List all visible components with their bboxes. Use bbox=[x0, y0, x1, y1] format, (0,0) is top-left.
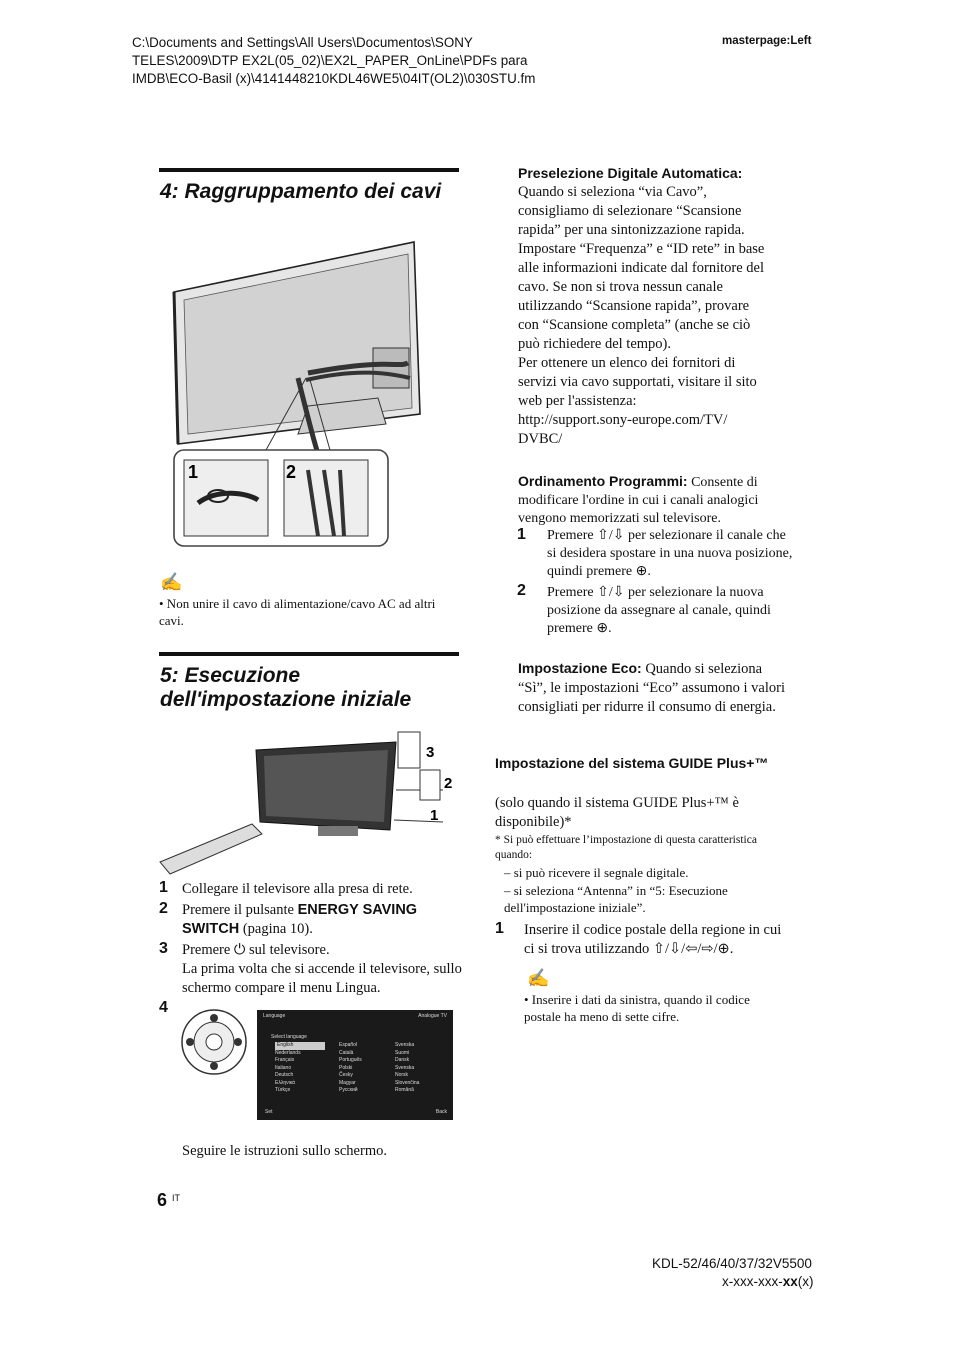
path-line-3: IMDB\ECO-Basil (x)\4141448210KDL46WE5\04IT(OL2)\030STU.fm bbox=[132, 71, 536, 86]
auto-digital-preset-heading: Preselezione Digitale Automatica: bbox=[518, 165, 743, 181]
guide-plus-heading: Impostazione del sistema GUIDE Plus+™ bbox=[495, 755, 769, 771]
lang-option[interactable]: Deutsch bbox=[275, 1072, 294, 1078]
lang-option[interactable]: Svenska bbox=[395, 1064, 415, 1071]
guide-step-1-number: 1 bbox=[495, 920, 504, 937]
lang-option[interactable]: Русский bbox=[339, 1087, 358, 1093]
remote-navigation-pad bbox=[180, 1008, 248, 1076]
file-path-header bbox=[132, 34, 602, 88]
eco-settings-block: Impostazione Eco: Quando si seleziona “Sì”, le impostazioni “Eco” assumono i valori consigliati per ridurre il consumo di energia. bbox=[518, 660, 785, 715]
section5-title-line1: 5: Esecuzione bbox=[160, 664, 301, 687]
page-language: IT bbox=[172, 1193, 180, 1203]
lang-option[interactable]: Norsk bbox=[395, 1072, 409, 1078]
path-line-2: TELES\2009\DTP EX2L(05_02)\EX2L_PAPER_OnLine\PDFs para bbox=[132, 53, 528, 68]
model-number: KDL-52/46/40/37/32V5500 bbox=[652, 1256, 812, 1271]
menu-footer-set: Set bbox=[265, 1108, 273, 1115]
tv-connection-illustration bbox=[158, 730, 458, 876]
section4-rule bbox=[159, 168, 459, 172]
callout-2-label: 2 bbox=[286, 462, 297, 482]
section5-title-line2: dell'impostazione iniziale bbox=[160, 688, 412, 711]
guide-plus-note: • Inserire i dati da sinistra, quando il codice postale ha meno di sette cifre. bbox=[524, 992, 750, 1024]
guide-plus-condition-1: – si può ricevere il segnale digitale. bbox=[504, 865, 689, 880]
menu-column-1 bbox=[275, 1042, 325, 1095]
step-3-number: 3 bbox=[159, 940, 168, 957]
sort-step-1-number: 1 bbox=[517, 526, 526, 543]
sort-step-1-text: Premere ⇧/⇩ per selezionare il canale che si desidera spostare in una nuova posizione, quindi premere ⊕. bbox=[547, 528, 793, 579]
section4-title: 4: Raggruppamento dei cavi bbox=[160, 180, 442, 203]
menu-footer-back: Back bbox=[435, 1108, 447, 1115]
step-1-text: Collegare il televisore alla presa di rete. bbox=[182, 881, 413, 897]
path-line-1: C:\Documents and Settings\All Users\Documentos\SONY bbox=[132, 35, 473, 50]
menu-column-2 bbox=[339, 1042, 389, 1095]
guide-plus-availability: (solo quando il sistema GUIDE Plus+™ è disponibile)* bbox=[495, 795, 739, 830]
document-code: x-xxx-xxx-xx(x) bbox=[722, 1274, 814, 1289]
step-4-number: 4 bbox=[159, 999, 168, 1016]
menu-right-title: Analogue TV bbox=[418, 1013, 447, 1019]
step-4-follow-text: Seguire le istruzioni sullo schermo. bbox=[182, 1143, 387, 1159]
callout-1-label: 1 bbox=[188, 462, 199, 482]
energy-saving-switch-label: ENERGY SAVING SWITCH bbox=[182, 902, 418, 937]
note-pencil-icon: ✍ bbox=[160, 572, 183, 592]
lang-option[interactable]: Català bbox=[339, 1049, 354, 1056]
sort-step-2-number: 2 bbox=[517, 582, 526, 599]
lang-option[interactable]: English bbox=[275, 1042, 325, 1050]
auto-digital-preset-block: Preselezione Digitale Automatica: Quando si seleziona “via Cavo”, consigliamo di selezionare “Scansione rapida” per una sintonizzazione rapida. Impostare “Frequenza” e “ID rete” in base alle informazioni indicate dal fornitore del cavo. Se non si trova nessun canale utilizzando “Scansione rapida”, provare con “Scansione completa” (anche se ciò può richiedere del tempo). Per ottenere un elenco dei fornitori di servizi via cavo supportati, visitare il sito web per l'assistenza: http://support.sony-europe.com/TV/ DVBC/ bbox=[518, 164, 800, 449]
section4-note: • Non unire il cavo di alimentazione/cavo AC ad altri cavi. bbox=[159, 596, 436, 628]
guide-plus-condition-2: – si seleziona “Antenna” in “5: Esecuzione dell'impostazione iniziale”. bbox=[504, 883, 728, 915]
eco-settings-heading: Impostazione Eco: bbox=[518, 660, 642, 676]
lang-option[interactable]: Italiano bbox=[275, 1064, 292, 1071]
language-menu-screen bbox=[257, 1010, 453, 1120]
lang-option[interactable]: Slovenčina bbox=[395, 1079, 420, 1086]
step-3-detail: La prima volta che si accende il televisore, sullo schermo compare il menu Lingua. bbox=[182, 961, 462, 996]
fig-label-1: 1 bbox=[430, 807, 439, 824]
fig-label-3: 3 bbox=[426, 744, 435, 761]
lang-option[interactable]: Français bbox=[275, 1057, 295, 1063]
page-number: 6 bbox=[157, 1190, 168, 1210]
lang-option[interactable]: Polski bbox=[339, 1064, 353, 1071]
lang-option[interactable]: Nederlands bbox=[275, 1049, 301, 1056]
note-pencil-icon: ✍ bbox=[527, 968, 550, 988]
lang-option[interactable]: Ελληνικά bbox=[275, 1079, 296, 1086]
programme-sort-block: Ordinamento Programmi: Consente di modificare l'ordine in cui i canali analogici vengono memorizzati sul televisore. bbox=[518, 473, 759, 526]
lang-option[interactable]: Português bbox=[339, 1057, 362, 1063]
guide-step-1-text: Inserire il codice postale della regione in cui ci si trova utilizzando ⇧/⇩/⇦/⇨/⊕. bbox=[524, 922, 782, 957]
menu-subtitle: Select language bbox=[271, 1034, 307, 1040]
step-1-number: 1 bbox=[159, 879, 168, 896]
step-3-text: Premere ⏻ sul televisore. bbox=[182, 942, 330, 958]
cable-bundling-illustration bbox=[158, 238, 458, 550]
fig-label-2: 2 bbox=[444, 775, 453, 792]
guide-plus-footnote: * Si può effettuare l’impostazione di questa caratteristica quando: bbox=[495, 834, 757, 861]
programme-sort-heading: Ordinamento Programmi: bbox=[518, 473, 688, 489]
step-2-text: Premere il pulsante ENERGY SAVING SWITCH (pagina 10). bbox=[182, 902, 418, 937]
menu-title: Language bbox=[263, 1013, 286, 1019]
sort-step-2-text: Premere ⇧/⇩ per selezionare la nuova posizione da assegnare al canale, quindi premere ⊕. bbox=[547, 585, 771, 636]
step-2-number: 2 bbox=[159, 900, 168, 917]
lang-option[interactable]: Suomi bbox=[395, 1049, 410, 1056]
lang-option[interactable]: Svenska bbox=[395, 1042, 415, 1048]
section5-rule bbox=[159, 652, 459, 656]
lang-option[interactable]: Magyar bbox=[339, 1079, 356, 1086]
lang-option[interactable]: Română bbox=[395, 1087, 414, 1093]
lang-option[interactable]: Türkçe bbox=[275, 1087, 291, 1093]
lang-option[interactable]: Česky bbox=[339, 1072, 353, 1078]
lang-option[interactable]: Dansk bbox=[395, 1057, 410, 1063]
lang-option[interactable]: Español bbox=[339, 1042, 358, 1048]
menu-column-3 bbox=[395, 1042, 445, 1095]
support-url-line: http://support.sony-europe.com/TV/ bbox=[518, 412, 728, 428]
masterpage-label: masterpage:Left bbox=[722, 35, 812, 47]
